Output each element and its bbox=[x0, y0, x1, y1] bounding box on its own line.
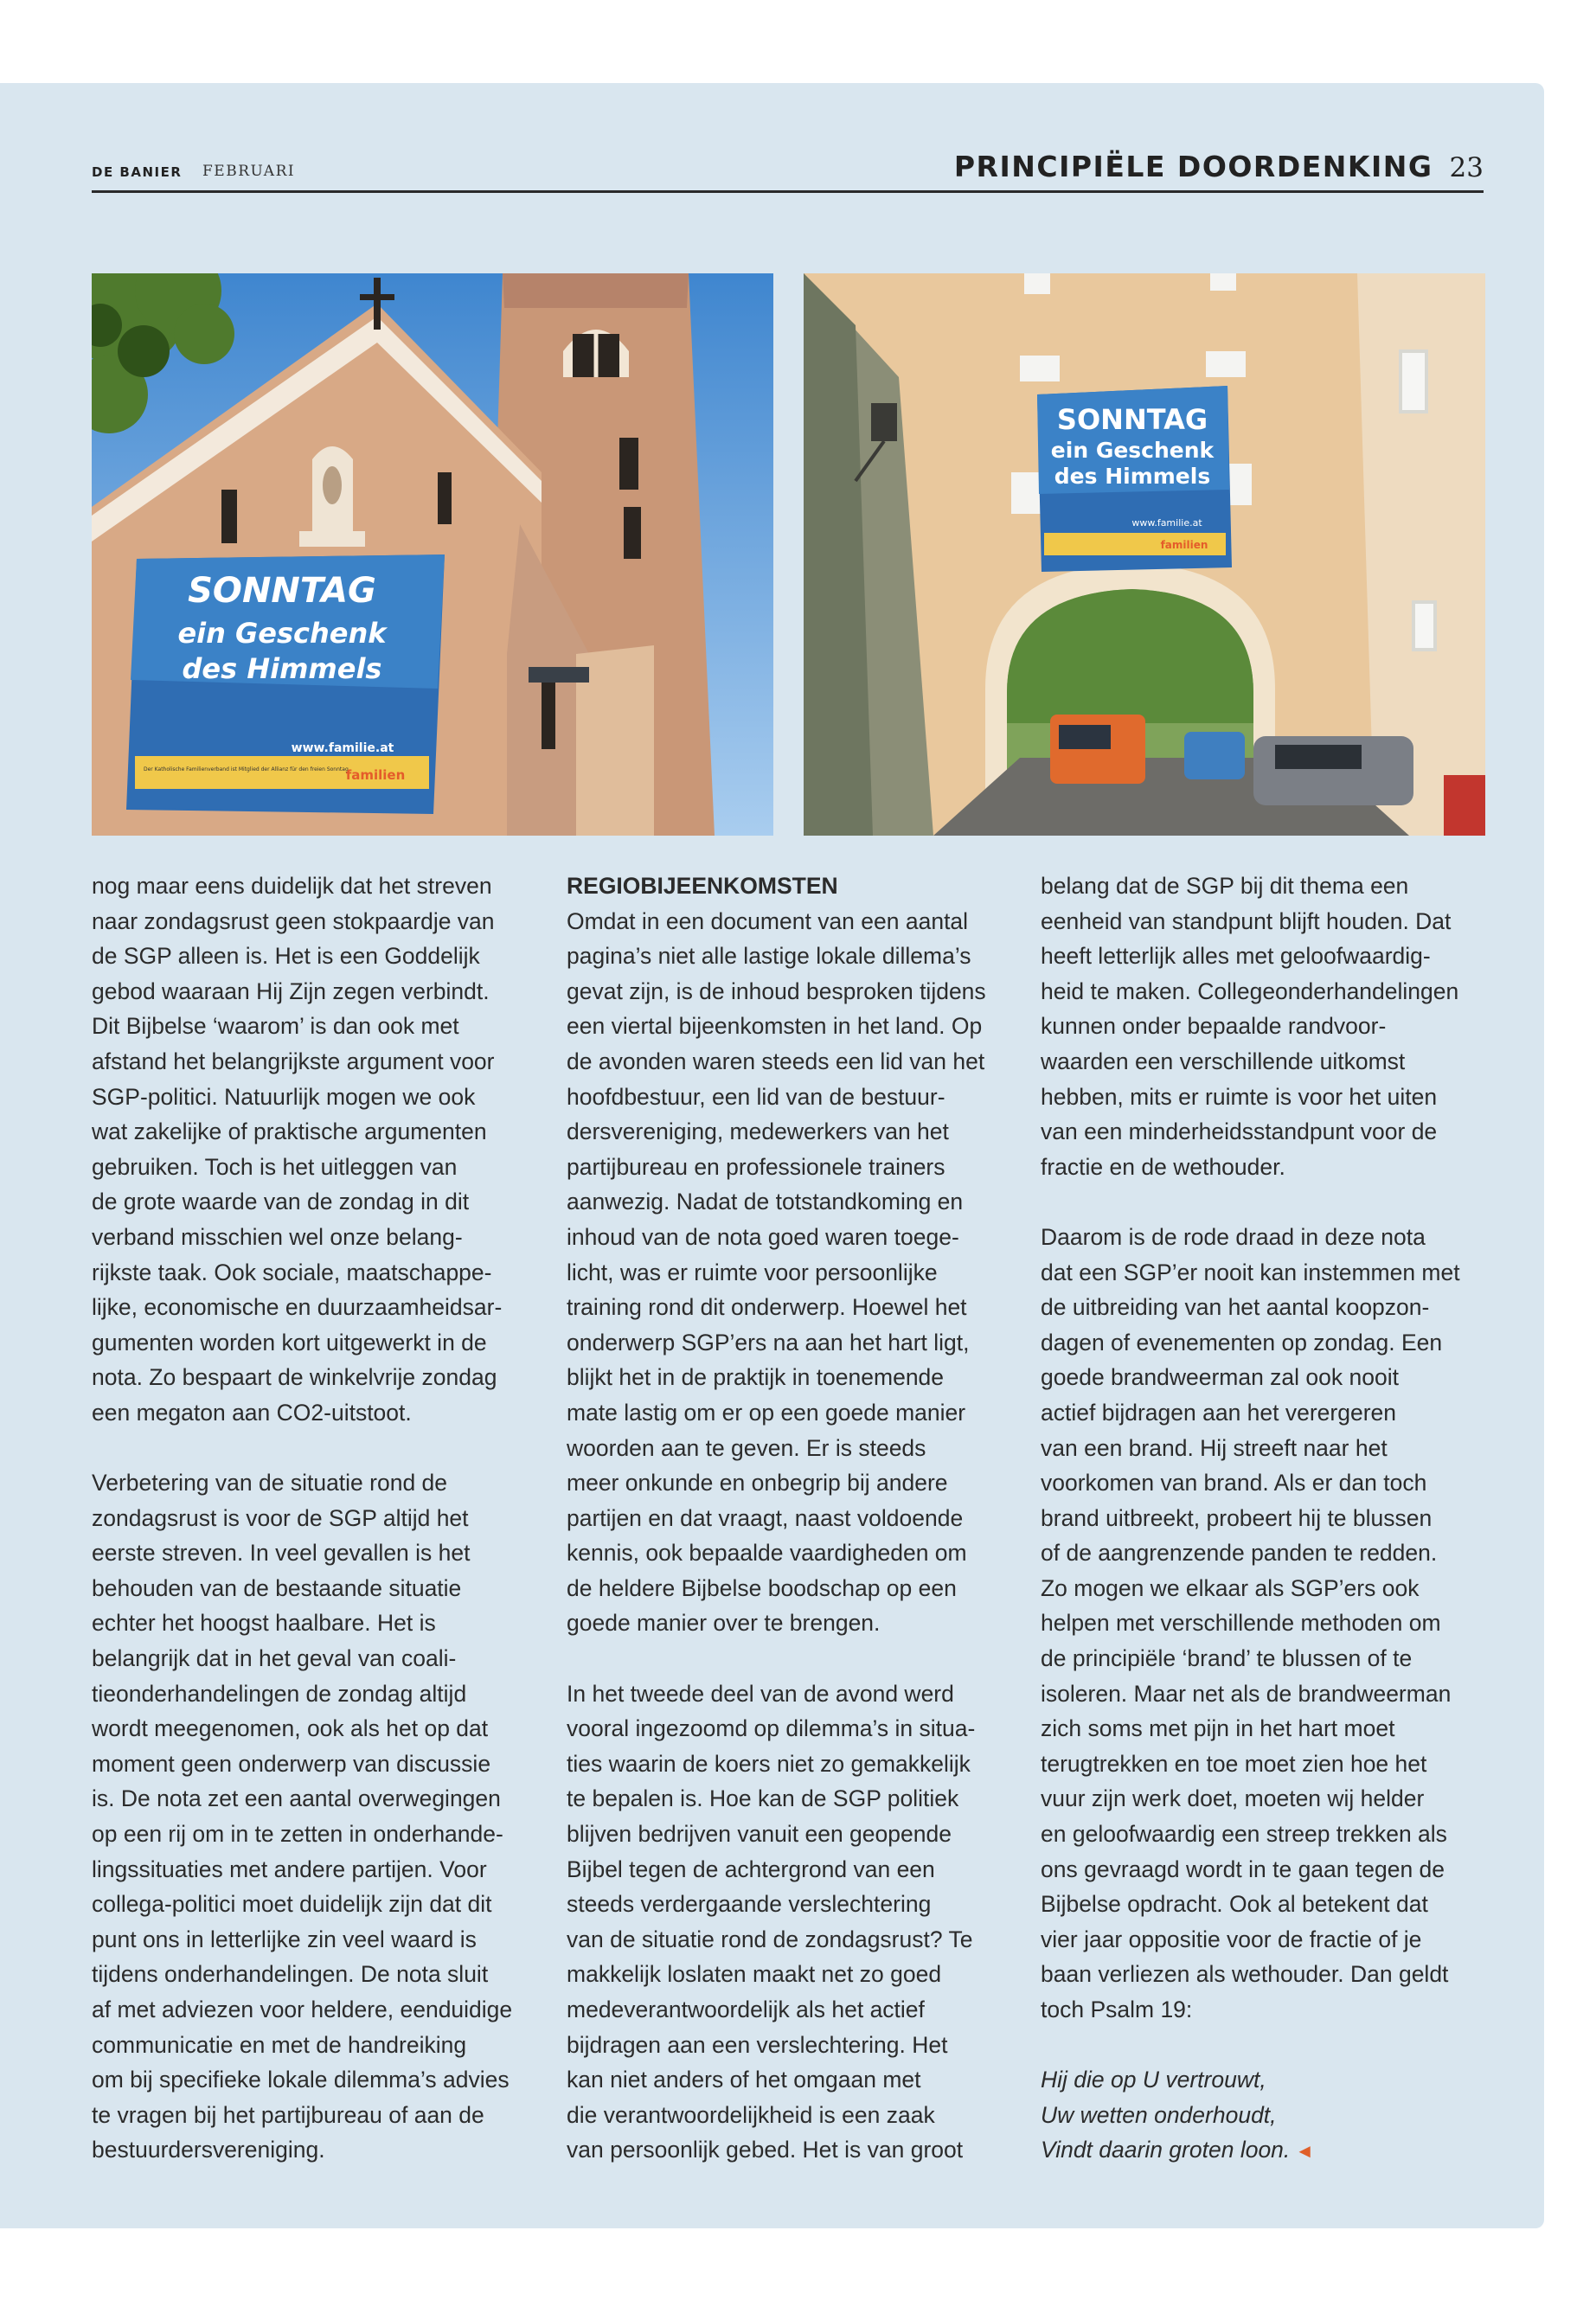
page-number: 23 bbox=[1449, 152, 1484, 183]
col2-paragraph-1: Omdat in een document van een aantal pagina’s niet alle lastige lokale dillema’s gevat zijn, is de inhoud besproken tijdens een viertal bijeenkomsten in het land. Op de avonden waren steeds een lid van het hoofdbestuur, een lid van de bestuur- dersvereniging, medewerkers van het partijbureau en professionele trainers aanwezig. Nadat de totstandkoming en inhoud van de nota goed waren toege- licht, was er ruimte voor persoonlijke training rond dit onderwerp. Hoewel het onderwerp SGP’ers na aan het hart ligt, blijkt het in de praktijk in toenemende mate lastig om er op een goede manier woorden aan te geven. Er is steeds meer onkunde en onbegrip bij andere partijen en dat vraagt, naast voldoende kennis, ook bepaalde vaardigheden om de heldere Bijbelse boodschap op een goede manier over te brengen. bbox=[567, 907, 986, 1637]
issue-month: FEBRUARI bbox=[202, 163, 296, 180]
arch-banner-text-2: ein Geschenk bbox=[1050, 438, 1215, 463]
magazine-name: DE BANIER bbox=[92, 164, 183, 180]
psalm-quote bbox=[1041, 2062, 1490, 2170]
banner-text-3: des Himmels bbox=[182, 652, 382, 685]
banner-logo: familien bbox=[345, 767, 406, 783]
archway-photo bbox=[804, 273, 1485, 836]
column-2 bbox=[567, 868, 1016, 2168]
arch-banner-text-1: SONNTAG bbox=[1056, 403, 1208, 436]
arch-banner-text-3: des Himmels bbox=[1054, 464, 1211, 489]
column-1 bbox=[92, 868, 542, 2168]
section-title: PRINCIPIËLE DOORDENKING bbox=[953, 150, 1433, 183]
col3-paragraph-1: belang dat de SGP bij dit thema een eenheid van standpunt blijft houden. Dat heeft letterlijk alles met geloofwaardig- heid te maken. Collegeonderhandelingen kunnen onder bepaalde randvoor- waarden een verschillende uitkomst hebben, mits er ruimte is voor het uiten van een minderheidsstandpunt voor de fractie en de wethouder. bbox=[1041, 873, 1459, 1180]
banner-text-1: SONNTAG bbox=[188, 571, 376, 611]
section-subheading: REGIOBIJEENKOMSTEN bbox=[567, 873, 838, 899]
banner-small-print: Der Katholische Familienverband ist Mitglied der Allianz für den freien Sonntag. bbox=[144, 766, 350, 772]
col2-paragraph-2: In het tweede deel van de avond werd vooral ingezoomd op dilemma’s in situa- ties waarin de koers niet zo gemakkelijk te bepalen is. Hoe kan de SGP politiek blijven bedrijven vanuit een geopende Bijbel tegen de achtergrond van een steeds verdergaande verslechtering van de situatie rond de zondagsrust? Te makkelijk loslaten maakt net zo goed medeverantwoordelijk als het actief bijdragen aan een verslechtering. Het kan niet anders of het omgaan met die verantwoordelijkheid is een zaak van persoonlijk gebed. Het is van groot bbox=[567, 1680, 976, 2163]
arch-banner-logo: familien bbox=[1160, 539, 1208, 551]
banner-text-2: ein Geschenk bbox=[177, 617, 387, 650]
col1-paragraph-2: Verbetering van de situatie rond de zondagsrust is voor de SGP altijd het eerste streven. In veel gevallen is het behouden van de bestaande situatie echter het hoogst haalbare. Het is belangrijk dat in het geval van coali- tieonderhandelingen de zondag altijd wordt meegenomen, ook als het op dat moment geen onderwerp van discussie is. De nota zet een aantal overwegingen op een rij om in te zetten in onderhande- lingssituaties met andere partijen. Voor collega-politici moet duidelijk zijn dat dit punt ons in letterlijke zin veel waard is tijdens onderhandelingen. De nota sluit af met adviezen voor heldere, eenduidige communicatie en met de handreiking om bij specifieke lokale dilemma’s advies te vragen bij het partijbureau of aan de bestuurdersvereniging. bbox=[92, 1470, 513, 2163]
col3-paragraph-2: Daarom is de rode draad in deze nota dat een SGP’er nooit kan instemmen met de uitbreiding van het aantal koopzon- dagen of evenementen op zondag. Een goede brandweerman zal ook nooit actief bijdragen aan het verergeren van een brand. Hij streeft naar het voorkomen van brand. Als er dan toch brand uitbreekt, probeert hij te blussen of de aangrenzende panden te redden. Zo mogen we elkaar als SGP’ers ook helpen met verschillende methoden om de principiële ‘brand’ te blussen of te isoleren. Maar net als de brandweerman zich soms met pijn in het hart moet terugtrekken en toe moet zien hoe het vuur zijn werk doet, moeten wij helder en geloofwaardig een streep trekken als ons gevraagd wordt in te gaan tegen de Bijbelse opdracht. Ook al betekent dat vier jaar oppositie voor de fractie of je baan verliezen als wethouder. Dan geldt toch Psalm 19: bbox=[1041, 1223, 1460, 2022]
banner-url: www.familie.at bbox=[291, 741, 394, 755]
section-heading bbox=[954, 150, 1484, 183]
end-mark-icon: ◄ bbox=[1295, 2140, 1315, 2163]
psalm-quote-text: Hij die op U vertrouwt, Uw wetten onderhoudt, Vindt daarin groten loon. bbox=[1041, 2067, 1291, 2163]
column-3 bbox=[1041, 868, 1490, 2170]
col1-paragraph-1: nog maar eens duidelijk dat het streven naar zondagsrust geen stokpaardje van de SGP alleen is. Het is een Goddelijk gebod waaraan Hij Zijn zegen verbindt. Dit Bijbelse ‘waarom’ is dan ook met afstand het belangrijkste argument voor SGP-politici. Natuurlijk mogen we ook wat zakelijke of praktische argumenten gebruiken. Toch is het uitleggen van de grote waarde van de zondag in dit verband misschien wel onze belang- rijkste taak. Ook sociale, maatschappe- lijke, economische en duurzaamheidsar- gumenten worden kort uitgewerkt in de nota. Zo bespaart de winkelvrije zondag een megaton aan CO2-uitstoot. bbox=[92, 873, 503, 1426]
page-header bbox=[92, 138, 1484, 193]
arch-banner-url: www.familie.at bbox=[1131, 517, 1202, 529]
church-photo bbox=[92, 273, 773, 836]
